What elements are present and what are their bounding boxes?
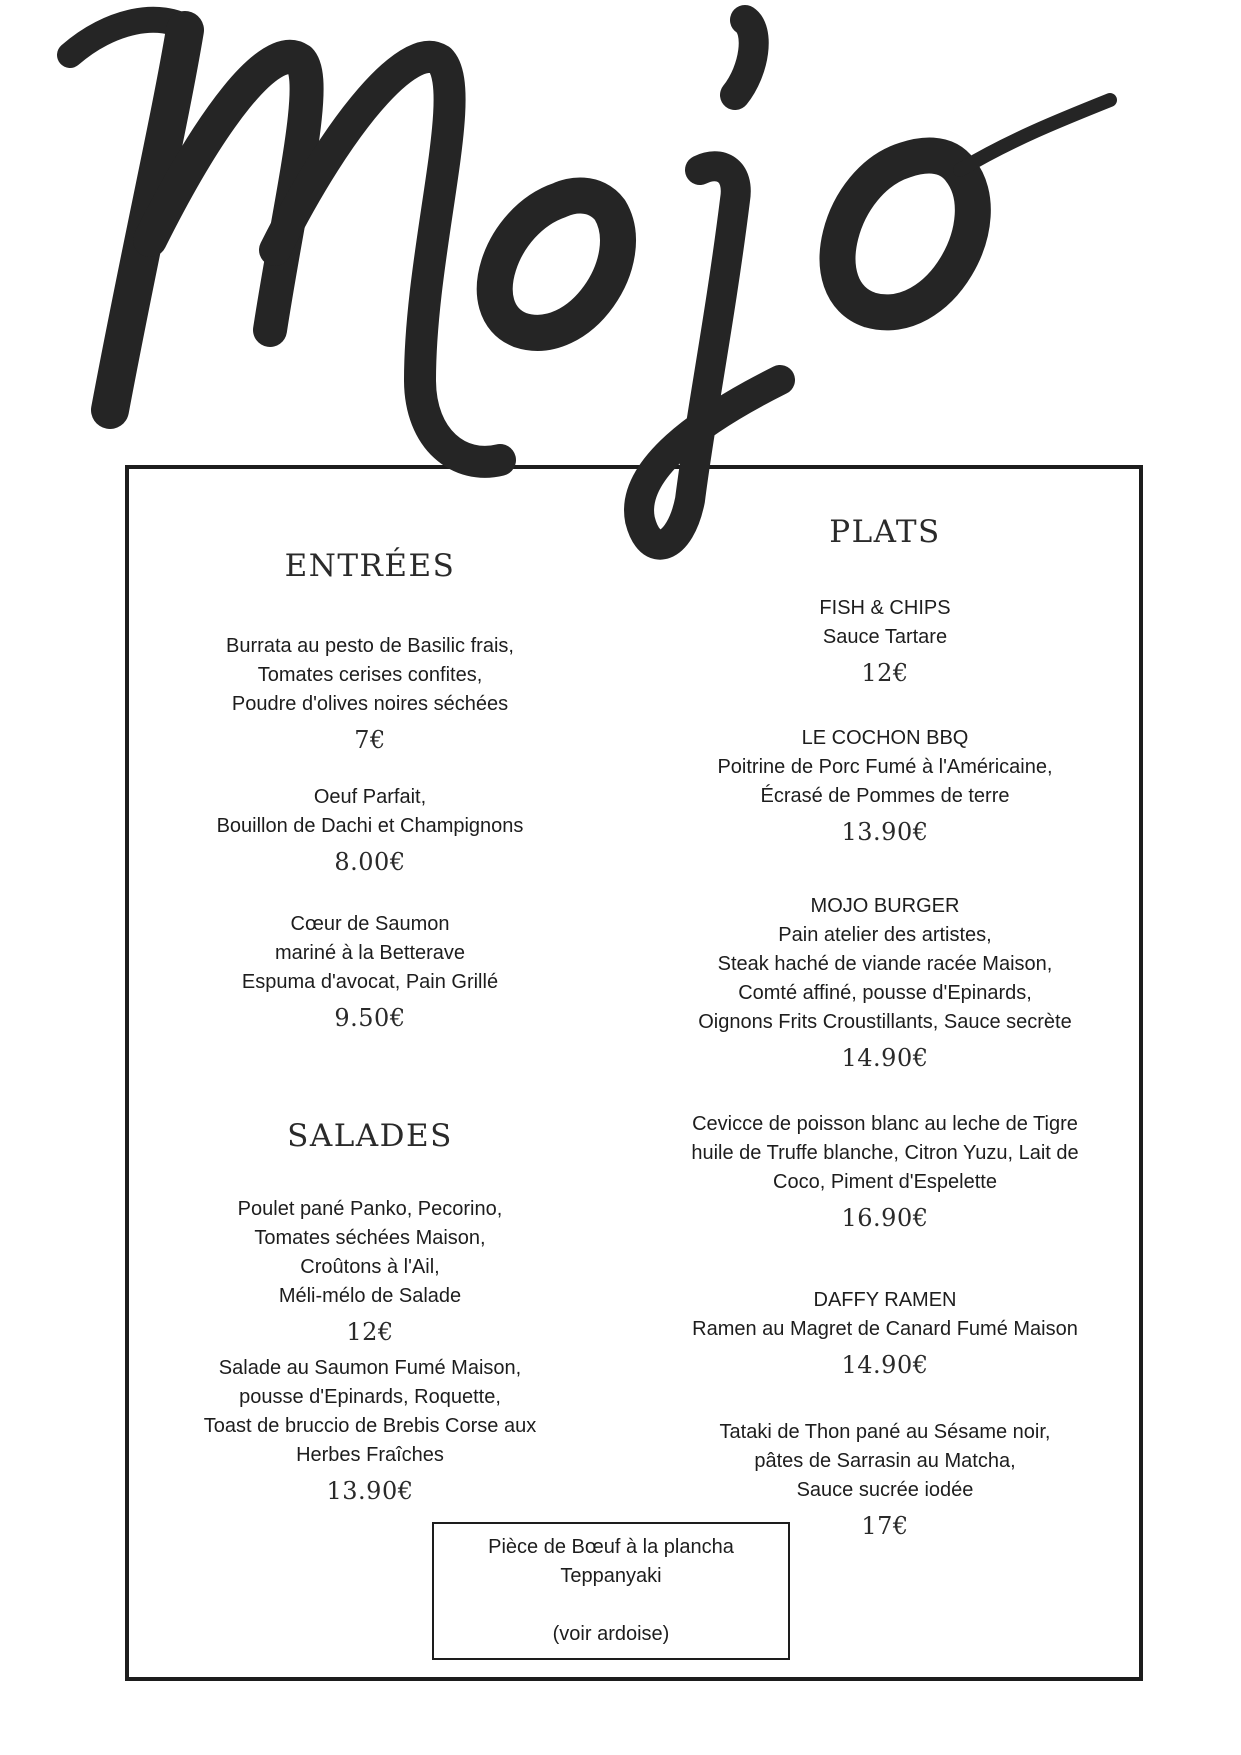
- salade-1-line-3: Croûtons à l'Ail,: [300, 1256, 440, 1278]
- salade-1-line-4: Méli-mélo de Salade: [278, 1285, 462, 1307]
- plat-4-line-2: huile de Truffe blanche, Citron Yuzu, Lait de: [691, 1142, 1079, 1164]
- salades-heading: SALADES: [287, 1118, 453, 1154]
- plats-heading: PLATS: [829, 514, 941, 550]
- salade-1-line-2: Tomates séchées Maison,: [254, 1227, 486, 1249]
- special-gap: [434, 1591, 788, 1620]
- plat-6-price: 17€: [861, 1512, 909, 1540]
- plat-2-price: 13.90€: [841, 818, 929, 846]
- entree-1-line-2: Tomates cerises confites,: [257, 664, 483, 686]
- plat-3-line-1: MOJO BURGER: [810, 895, 960, 917]
- plat-6-line-2: pâtes de Sarrasin au Matcha,: [754, 1450, 1016, 1472]
- salade-2-price: 13.90€: [326, 1477, 414, 1505]
- entree-3-line-1: Cœur de Saumon: [290, 913, 450, 935]
- plat-1-line-2: Sauce Tartare: [822, 626, 948, 648]
- plat-3-line-5: Oignons Frits Croustillants, Sauce secrète: [698, 1011, 1072, 1033]
- plat-6-line-1: Tataki de Thon pané au Sésame noir,: [719, 1421, 1051, 1443]
- plat-6-line-3: Sauce sucrée iodée: [796, 1479, 974, 1501]
- plat-4-price: 16.90€: [841, 1204, 929, 1232]
- plat-3-line-4: Comté affiné, pousse d'Epinards,: [738, 982, 1032, 1004]
- entrees-heading: ENTRÉES: [284, 548, 456, 584]
- special-note: (voir ardoise): [552, 1623, 670, 1645]
- special-line-2: Teppanyaki: [560, 1565, 662, 1587]
- menu-frame: [125, 465, 1143, 1681]
- salade-1-price: 12€: [346, 1318, 394, 1346]
- salade-2-line-3: Toast de bruccio de Brebis Corse aux: [203, 1415, 537, 1437]
- plat-3-line-3: Steak haché de viande racée Maison,: [717, 953, 1053, 975]
- plat-3-line-2: Pain atelier des artistes,: [778, 924, 992, 946]
- entree-2-line-1: Oeuf Parfait,: [313, 786, 427, 808]
- entree-2-line-2: Bouillon de Dachi et Champignons: [216, 815, 524, 837]
- plat-5-line-2: Ramen au Magret de Canard Fumé Maison: [692, 1318, 1078, 1340]
- plat-4-line-3: Coco, Piment d'Espelette: [773, 1171, 997, 1193]
- plat-2-line-3: Écrasé de Pommes de terre: [760, 785, 1010, 807]
- salade-2-line-1: Salade au Saumon Fumé Maison,: [218, 1357, 522, 1379]
- special-box: [432, 1522, 790, 1660]
- entree-1-price: 7€: [354, 726, 386, 754]
- plat-5-line-1: DAFFY RAMEN: [813, 1289, 957, 1311]
- plat-4-line-1: Cevicce de poisson blanc au leche de Tigre: [692, 1113, 1078, 1135]
- entree-1-line-3: Poudre d'olives noires séchées: [231, 693, 509, 715]
- plat-2-line-2: Poitrine de Porc Fumé à l'Américaine,: [717, 756, 1053, 778]
- entree-2-price: 8.00€: [334, 848, 406, 876]
- salade-2-line-2: pousse d'Epinards, Roquette,: [239, 1386, 501, 1408]
- plat-1-line-1: FISH & CHIPS: [819, 597, 951, 619]
- plat-5-price: 14.90€: [841, 1351, 929, 1379]
- entree-3-line-3: Espuma d'avocat, Pain Grillé: [241, 971, 499, 993]
- entree-3-line-2: mariné à la Betterave: [274, 942, 466, 964]
- entree-1-line-1: Burrata au pesto de Basilic frais,: [226, 635, 514, 657]
- plat-1-price: 12€: [861, 659, 909, 687]
- special-line-1: Pièce de Bœuf à la plancha: [488, 1536, 734, 1558]
- salade-2-line-4: Herbes Fraîches: [296, 1444, 444, 1466]
- plat-3-price: 14.90€: [841, 1044, 929, 1072]
- salade-1-line-1: Poulet pané Panko, Pecorino,: [237, 1198, 503, 1220]
- plat-2-line-1: LE COCHON BBQ: [801, 727, 969, 749]
- entree-3-price: 9.50€: [334, 1004, 406, 1032]
